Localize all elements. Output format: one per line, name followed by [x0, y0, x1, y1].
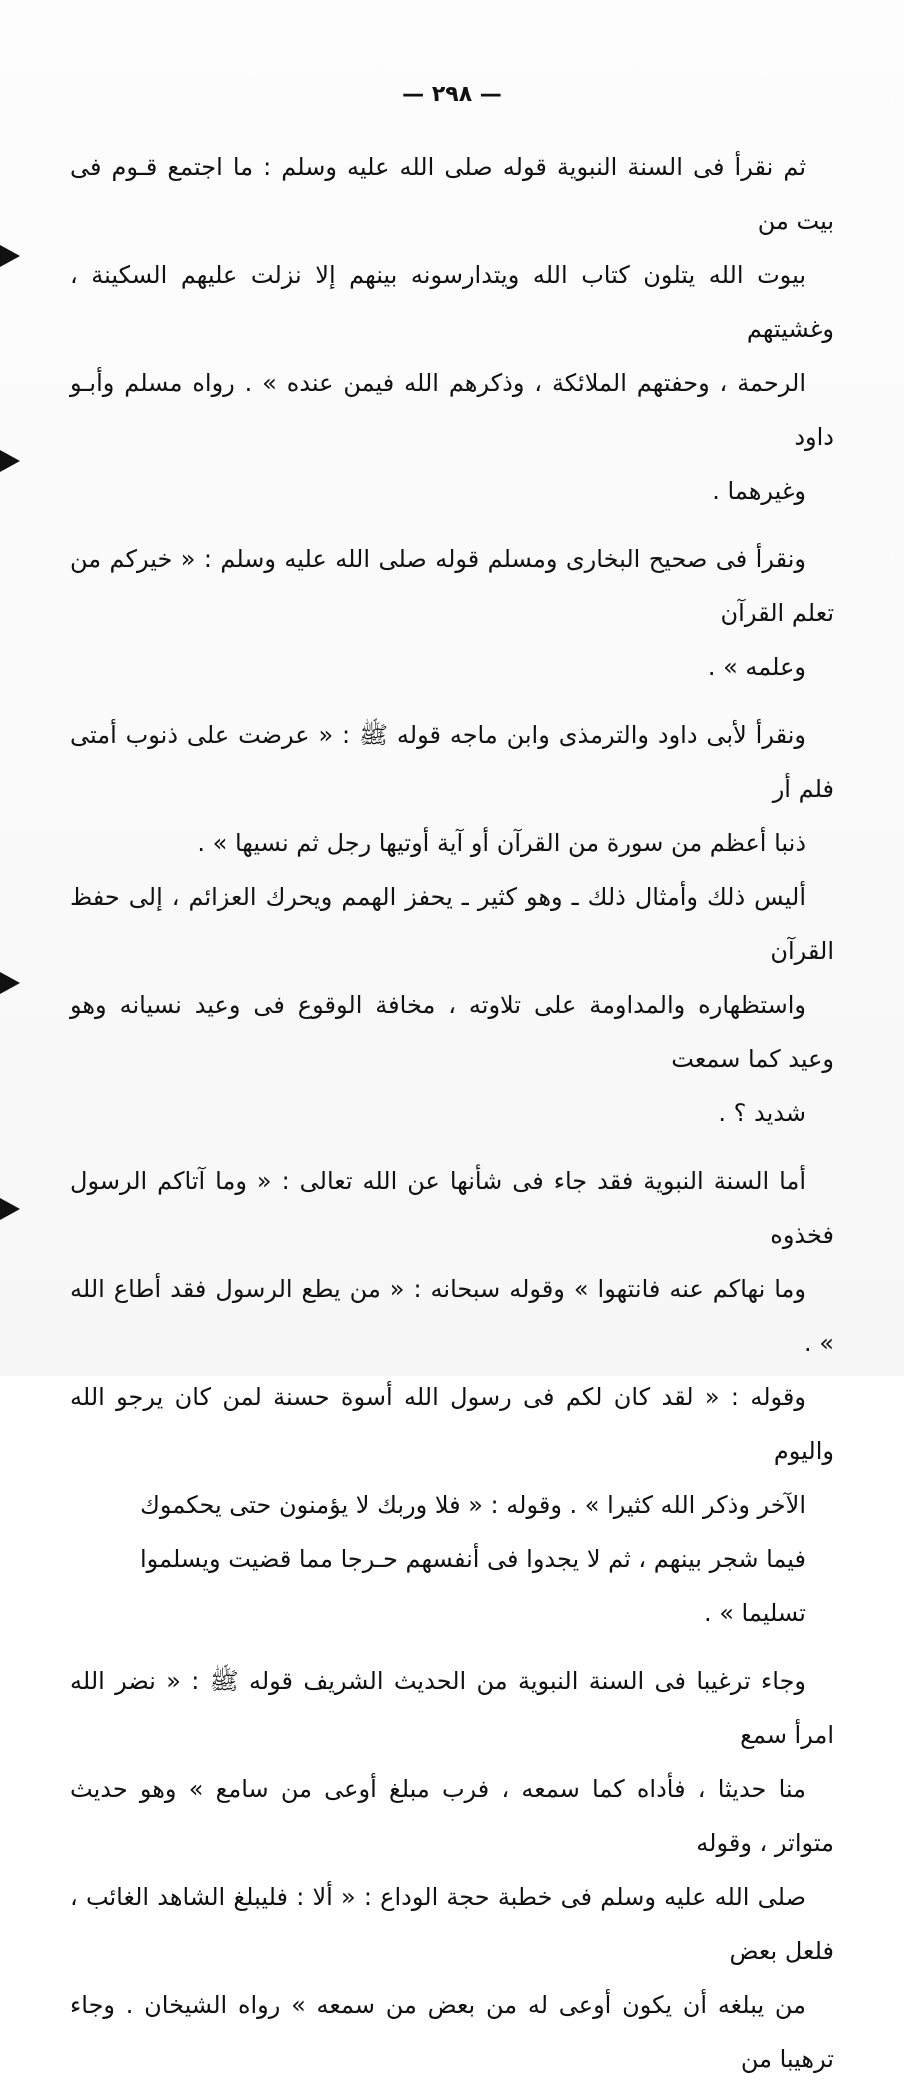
text-line: ونقرأ فى صحيح البخارى ومسلم قوله صلى الله عليه وسلم : « خيركم من تعلم القرآن [70, 545, 834, 627]
text-line: من يبلغه أن يكون أوعى له من بعض من سمعه » رواه الشيخان . وجاء ترهيبا من [70, 1991, 834, 2073]
text-line: تسليما » . [703, 1599, 806, 1627]
text-line: الآخر وذكر الله كثيرا » . وقوله : « فلا وربك لا يؤمنون حتى يحكموك [140, 1491, 806, 1519]
margin-mark-icon [0, 972, 20, 994]
text-line: وجاء ترغيبا فى السنة النبوية من الحديث الشريف قوله ﷺ : « نضر الله امرأ سمع [70, 1667, 834, 1749]
margin-mark-icon [0, 245, 20, 267]
text-line: فيما شجر بينهم ، ثم لا يجدوا فى أنفسهم حـرجا مما قضيت ويسلموا [140, 1545, 806, 1573]
text-line: بيوت الله يتلون كتاب الله ويتدارسونه بينهم إلا نزلت عليهم السكينة ، وغشيتهم [70, 261, 834, 343]
paragraph-2 [70, 532, 834, 694]
text-line: منا حديثا ، فأداه كما سمعه ، فرب مبلغ أوعى من سامع » وهو حديث متواتر ، وقوله [70, 1775, 834, 1857]
paragraph-4 [70, 870, 834, 1140]
body-text [70, 140, 834, 2086]
text-line: أما السنة النبوية فقد جاء فى شأنها عن الله تعالى : « وما آتاكم الرسول فخذوه [70, 1167, 834, 1249]
margin-mark-icon [0, 1198, 20, 1220]
text-line: شديد ؟ . [718, 1099, 806, 1127]
text-line: صلى الله عليه وسلم فى خطبة حجة الوداع : « ألا : فليبلغ الشاهد الغائب ، فلعل بعض [70, 1883, 834, 1965]
text-line: واستظهاره والمداومة على تلاوته ، مخافة الوقوع فى وعيد نسيانه وهو وعيد كما سمعت [70, 991, 834, 1073]
paragraph-1 [70, 140, 834, 518]
text-line: وغيرهما . [712, 477, 806, 505]
page-number: — ٢٩٨ — [402, 82, 502, 107]
text-line: وعلمه » . [707, 653, 806, 681]
text-line: أليس ذلك وأمثال ذلك ـ وهو كثير ـ يحفز الهمم ويحرك العزائم ، إلى حفظ القرآن [70, 883, 834, 965]
paragraph-5 [70, 1154, 834, 1640]
paragraph-3 [70, 708, 834, 870]
text-line: وما نهاكم عنه فانتهوا » وقوله سبحانه : « من يطع الرسول فقد أطاع الله » . [70, 1275, 834, 1357]
margin-marks [0, 0, 20, 1376]
margin-mark-icon [0, 450, 20, 472]
paragraph-6 [70, 1654, 834, 2086]
text-line: ونقرأ لأبى داود والترمذى وابن ماجه قوله ﷺ : « عرضت على ذنوب أمتى فلم أر [70, 721, 834, 803]
text-line: ذنبا أعظم من سورة من القرآن أو آية أوتيها رجل ثم نسيها » . [197, 829, 806, 857]
text-line: الرحمة ، وحفتهم الملائكة ، وذكرهم الله فيمن عنده » . رواه مسلم وأبـو داود [70, 369, 834, 451]
text-line: وقوله : « لقد كان لكم فى رسول الله أسوة حسنة لمن كان يرجو الله واليوم [70, 1383, 834, 1465]
text-line: ثم نقرأ فى السنة النبوية قوله صلى الله عليه وسلم : ما اجتمع قـوم فى بيت من [70, 153, 834, 235]
